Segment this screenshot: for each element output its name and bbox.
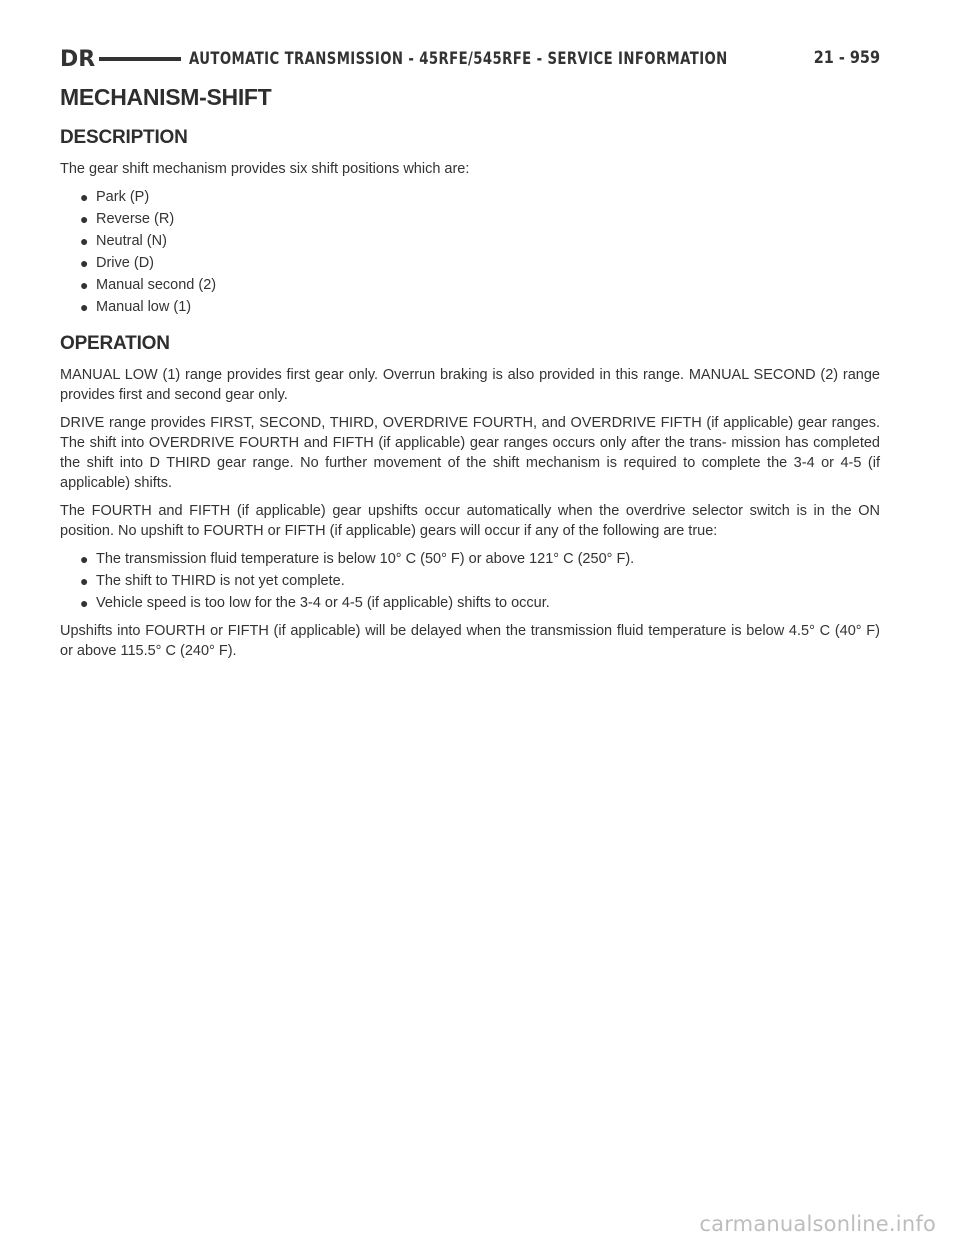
bullet-icon: ●: [80, 573, 89, 589]
watermark: carmanualsonline.info: [699, 1212, 936, 1236]
page-number: 21 - 959: [813, 48, 880, 68]
description-intro: The gear shift mechanism provides six shift positions which are:: [60, 161, 470, 177]
operation-paragraph-1: MANUAL LOW (1) range provides first gear only. Overrun braking is also provided in this range. MANUAL SECOND (2) range provides first and second gear only.: [60, 367, 880, 403]
bullet-icon: ●: [80, 299, 89, 315]
description-section: [60, 127, 880, 317]
page-title: MECHANISM-SHIFT: [60, 84, 272, 110]
bullet-icon: ●: [80, 233, 89, 249]
list-item: ● Park (P): [80, 189, 150, 205]
header-rule: [99, 57, 181, 61]
bullet-icon: ●: [80, 255, 89, 271]
bullet-icon: ●: [80, 595, 89, 611]
page-content: [60, 84, 880, 669]
list-item: ● Vehicle speed is too low for the 3-4 or 4-5 (if applicable) shifts to occur.: [80, 595, 550, 611]
list-item: ● Manual low (1): [80, 299, 192, 315]
operation-heading: OPERATION: [60, 333, 170, 354]
bullet-icon: ●: [80, 211, 89, 227]
manual-section-title: AUTOMATIC TRANSMISSION - 45RFE/545RFE - SERVICE INFORMATION: [189, 49, 729, 69]
upshift-conditions-list: [60, 549, 880, 613]
list-item: ● Reverse (R): [80, 211, 175, 227]
manual-code: DR: [60, 46, 96, 72]
description-heading: DESCRIPTION: [60, 127, 188, 148]
page-header: [60, 44, 880, 74]
list-item: ● The shift to THIRD is not yet complete.: [80, 573, 345, 589]
list-item: ● Drive (D): [80, 255, 154, 271]
list-item: ● Manual second (2): [80, 277, 217, 293]
operation-paragraph-4: Upshifts into FOURTH or FIFTH (if applicable) will be delayed when the transmission fluid temperature is below 4.5° C (40° F) or above 115.5° C (240° F).: [60, 623, 880, 659]
operation-paragraph-3: The FOURTH and FIFTH (if applicable) gear upshifts occur automatically when the overdrive selector switch is in the ON position. No upshift to FOURTH or FIFTH (if applicable) gears will occur if any of the following are true:: [60, 503, 880, 539]
operation-paragraph-2: DRIVE range provides FIRST, SECOND, THIRD, OVERDRIVE FOURTH, and OVERDRIVE FIFTH (if applicable) gear ranges. The shift into OVERDRIVE FOURTH and FIFTH (if applicable) gear ranges occurs only after the trans- mission has completed the shift into D THIRD gear range. No further movement of the shift mechanism is required to complete the 3-4 or 4-5 (if applicable) shifts.: [60, 415, 880, 491]
shift-positions-list: [60, 187, 880, 317]
operation-section: [60, 333, 880, 661]
list-item: ● Neutral (N): [80, 233, 167, 249]
bullet-icon: ●: [80, 189, 89, 205]
list-item: ● The transmission fluid temperature is below 10° C (50° F) or above 121° C (250° F).: [80, 551, 635, 567]
bullet-icon: ●: [80, 551, 89, 567]
bullet-icon: ●: [80, 277, 89, 293]
